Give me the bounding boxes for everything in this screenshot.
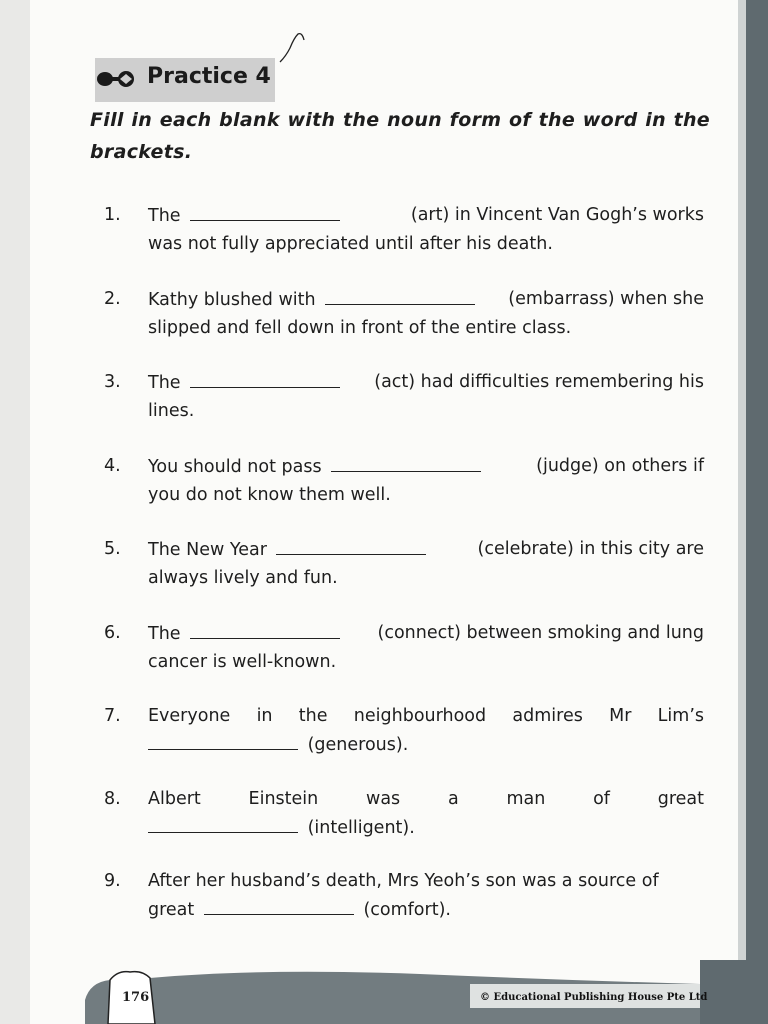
question-text: always lively and fun. bbox=[148, 568, 338, 588]
question-word: of bbox=[593, 789, 610, 809]
question-word: Lim’s bbox=[657, 706, 704, 726]
handwritten-tick-mark bbox=[278, 30, 308, 70]
page-number: 176 bbox=[122, 990, 150, 1005]
question-number: 9. bbox=[104, 871, 121, 891]
question-number: 4. bbox=[104, 456, 121, 476]
question-number: 2. bbox=[104, 289, 121, 309]
answer-blank[interactable] bbox=[276, 535, 426, 555]
question-word: the bbox=[298, 706, 328, 726]
answer-blank[interactable] bbox=[148, 730, 298, 750]
question-text: You should not pass bbox=[148, 457, 322, 477]
question-number: 7. bbox=[104, 706, 121, 726]
question-word: man bbox=[506, 789, 546, 809]
question-number: 3. bbox=[104, 372, 121, 392]
question-text: was not fully appreciated until after his death. bbox=[148, 234, 553, 254]
instruction-text: Fill in each blank with the noun form of the word in the brackets. bbox=[90, 109, 710, 163]
question-text: (generous). bbox=[307, 735, 409, 755]
question-text: cancer is well-known. bbox=[148, 652, 337, 672]
question-text: slipped and fell down in front of the entire class. bbox=[148, 318, 572, 338]
question-text: After her husband’s death, Mrs Yeoh’s son was a source of bbox=[148, 871, 659, 891]
question-word: neighbourhood bbox=[353, 706, 487, 726]
answer-blank[interactable] bbox=[190, 201, 340, 221]
question-word: Einstein bbox=[248, 789, 319, 809]
question-text: (intelligent). bbox=[307, 818, 415, 838]
question-text: The bbox=[148, 624, 181, 644]
answer-blank[interactable] bbox=[331, 452, 481, 472]
question-text: (celebrate) in this city are bbox=[477, 539, 704, 559]
question-word: was bbox=[366, 789, 401, 809]
answer-blank[interactable] bbox=[190, 619, 340, 639]
answer-blank[interactable] bbox=[325, 285, 475, 305]
question-text: The New Year bbox=[148, 540, 267, 560]
question-text: (connect) between smoking and lung bbox=[377, 623, 704, 643]
question-text: The bbox=[148, 373, 181, 393]
question-word: Mr bbox=[609, 706, 632, 726]
answer-blank[interactable] bbox=[148, 813, 298, 833]
page-edge bbox=[738, 0, 768, 1024]
question-text: Kathy blushed with bbox=[148, 290, 316, 310]
question-text: (comfort). bbox=[363, 900, 451, 920]
question-word: in bbox=[256, 706, 273, 726]
question-word: a bbox=[447, 789, 459, 809]
question-text: (judge) on others if bbox=[536, 456, 704, 476]
bullet-icon bbox=[96, 66, 142, 92]
question-number: 6. bbox=[104, 623, 121, 643]
question-text: (act) had difficulties remembering his bbox=[374, 372, 704, 392]
heading-title: Practice 4 bbox=[147, 64, 271, 89]
question-word: great bbox=[657, 789, 704, 809]
copyright-notice: © Educational Publishing House Pte Ltd bbox=[480, 992, 708, 1003]
question-number: 8. bbox=[104, 789, 121, 809]
question-word: Everyone bbox=[148, 706, 231, 726]
question-word: Albert bbox=[148, 789, 201, 809]
question-word: admires bbox=[512, 706, 583, 726]
answer-blank[interactable] bbox=[190, 368, 340, 388]
question-text: great bbox=[148, 900, 195, 920]
question-text: lines. bbox=[148, 401, 195, 421]
question-text: The bbox=[148, 206, 181, 226]
answer-blank[interactable] bbox=[204, 895, 354, 915]
question-text: you do not know them well. bbox=[148, 485, 391, 505]
question-number: 1. bbox=[104, 205, 121, 225]
question-text: (embarrass) when she bbox=[508, 289, 704, 309]
question-text: (art) in Vincent Van Gogh’s works bbox=[410, 205, 704, 225]
question-number: 5. bbox=[104, 539, 121, 559]
